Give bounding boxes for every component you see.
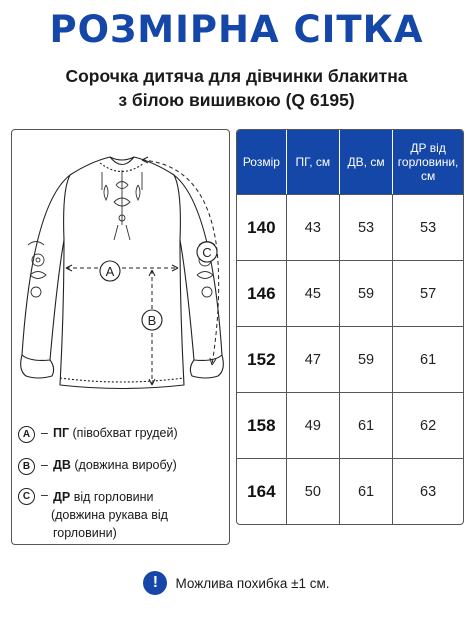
legend-marker-c: C [18, 488, 35, 505]
measure-a-line [66, 265, 178, 271]
subtitle-line-2: з білою вишивкою (Q 6195) [118, 90, 355, 110]
cell-size: 140 [237, 194, 287, 260]
marker-c [197, 242, 217, 262]
header-chest: ПГ, см [287, 130, 340, 194]
legend-dash: – [41, 488, 48, 502]
legend-text-c: від горловини [73, 490, 154, 504]
marker-a [100, 261, 120, 281]
table-row [237, 326, 463, 392]
exclamation-icon: ! [143, 571, 167, 595]
cell-length: 61 [340, 458, 393, 524]
cell-sleeve: 62 [393, 392, 463, 458]
blouse-diagram [12, 130, 231, 410]
legend-code-a: ПГ [52, 426, 70, 440]
subtitle-line-1: Сорочка дитяча для дівчинки блакитна [65, 66, 408, 86]
marker-b [142, 310, 162, 330]
cell-length: 53 [340, 194, 393, 260]
legend-item-b [18, 458, 177, 475]
hem-line [60, 378, 184, 382]
cell-sleeve: 57 [393, 260, 463, 326]
table-row [237, 194, 463, 260]
legend-code-c: ДР [52, 490, 71, 504]
cell-size: 152 [237, 326, 287, 392]
cell-chest: 43 [287, 194, 340, 260]
cell-length: 59 [340, 326, 393, 392]
legend-dash: – [41, 426, 48, 440]
header-size: Розмір [237, 130, 287, 194]
svg-text:A: A [105, 264, 115, 279]
size-table-header [237, 130, 463, 194]
legend-text-b: (довжина виробу) [74, 458, 177, 472]
cell-chest: 45 [287, 260, 340, 326]
size-table [236, 129, 464, 525]
left-cuff [21, 355, 54, 378]
cell-chest: 47 [287, 326, 340, 392]
cell-sleeve: 53 [393, 194, 463, 260]
page-title: РОЗМІРНА СІТКА [49, 8, 424, 51]
note-text: Можлива похибка ±1 см. [175, 575, 330, 591]
legend-text-c-2: (довжина рукава від горловини) [50, 508, 168, 540]
legend-item-c [18, 488, 228, 542]
cell-length: 59 [340, 260, 393, 326]
header-length: ДВ, см [340, 130, 393, 194]
product-subtitle [0, 64, 473, 112]
legend-marker-b: B [18, 458, 35, 475]
cell-sleeve: 61 [393, 326, 463, 392]
cell-size: 146 [237, 260, 287, 326]
cell-chest: 49 [287, 392, 340, 458]
right-cuff [190, 355, 223, 378]
table-row [237, 392, 463, 458]
chest-embroidery [102, 170, 142, 240]
legend-marker-a: A [18, 426, 35, 443]
legend-code-b: ДВ [52, 458, 71, 472]
svg-text:B: B [147, 313, 157, 328]
tolerance-note [0, 571, 473, 595]
svg-text:C: C [202, 245, 212, 260]
cell-size: 164 [237, 458, 287, 524]
table-row [237, 260, 463, 326]
cell-sleeve: 63 [393, 458, 463, 524]
cell-size: 158 [237, 392, 287, 458]
legend-item-a [18, 426, 178, 443]
table-row [237, 458, 463, 524]
cell-length: 61 [340, 392, 393, 458]
header-sleeve: ДР від горловини, см [393, 130, 463, 194]
legend-dash: – [41, 458, 48, 472]
diagram-panel [11, 129, 230, 545]
legend-text-a: (півобхват грудей) [72, 426, 178, 440]
cell-chest: 50 [287, 458, 340, 524]
